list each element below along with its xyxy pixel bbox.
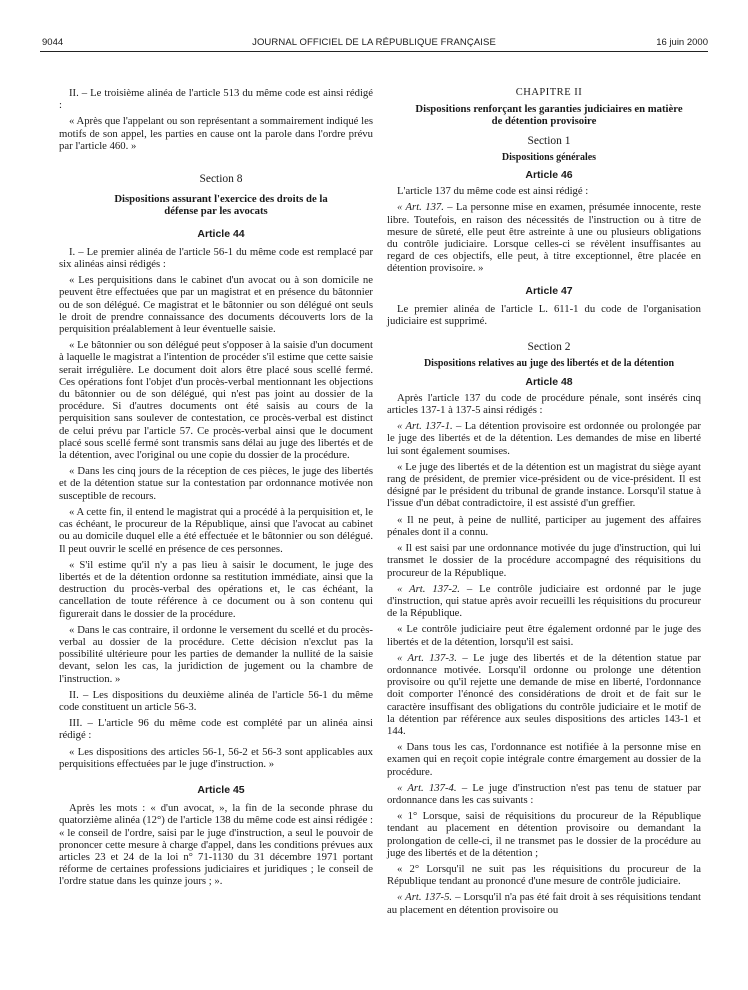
article-ref: « Art. 137.: [397, 201, 444, 214]
paragraph-text: – La personne mise en examen, présumée innocente, reste libre. Toutefois, en raison des nécessités de l'instruction ou à titre de mesure de sûreté, elle peut être astreinte à une ou plusieurs obligations du contrôle judiciaire. Lorsque celles-ci se révèlent insuffisantes au regard de ces objectifs, elle peut, à titre exceptionnel, être placée en détention provisoire. »: [387, 201, 701, 275]
paragraph: [387, 420, 701, 457]
paragraph: II. – Les dispositions du deuxième alinéa de l'article 56-1 du même code constituent un article 56-3.: [59, 688, 373, 713]
paragraph: « S'il estime qu'il n'y a pas lieu à saisir le document, le juge des libertés et de la détention ordonne sa restitution immédiate, ainsi que la destruction du procès-verbal des opérations et, le cas échéant, la cancellation de toute référence à ce document ou à son contenu qui figurerait dans le dossier de la procédure.: [59, 558, 373, 620]
paragraph: « Dans tous les cas, l'ordonnance est notifiée à la personne mise en examen qui en reçoit copie intégrale contre émargement au dossier de la procédure.: [387, 741, 701, 778]
paragraph: [387, 782, 701, 806]
paragraph-text: – La détention provisoire est ordonnée ou prolongée par le juge des libertés et de la détention. Les demandes de mise en liberté lui sont également soumises.: [387, 420, 701, 457]
paragraph-text: – Lorsqu'il n'a pas été fait droit à ses réquisitions tendant au placement en détention provisoire ou: [387, 891, 701, 916]
section-title: Dispositions générales: [501, 151, 597, 163]
paragraph: Le premier alinéa de l'article L. 611-1 du code de l'organisation judiciaire est supprimé.: [387, 302, 701, 328]
chapter-label: CHAPITRE II: [515, 87, 583, 98]
article-heading: Article 48: [525, 375, 573, 388]
journal-title: JOURNAL OFFICIEL DE LA RÉPUBLIQUE FRANÇAISE: [252, 37, 496, 48]
header-rule: [40, 51, 708, 52]
section-title: Dispositions assurant l'exercice des droits de la défense par les avocats: [114, 193, 328, 218]
paragraph: « Il ne peut, à peine de nullité, participer au jugement des affaires pénales dont il a connu.: [387, 513, 701, 538]
paragraph: « 1° Lorsque, saisi de réquisitions du procureur de la République tendant au placement en détention provisoire ou demandant la prolongation de celle-ci, il ne transmet pas le dossier de la procédure au juge des libertés et de la détention ;: [387, 810, 701, 859]
paragraph-text: – Le juge d'instruction n'est pas tenu de statuer par ordonnance dans les cas suivants :: [387, 781, 701, 806]
paragraph-text: – Le juge des libertés et de la détention statue par ordonnance motivée. Lorsqu'il ordonne ou prolonge une détention provisoire ou qu'il rejette une demande de mise en liberté, l'ordonnance doit comporter l'énoncé des considérations de droit et de fait sur le caractère insuffisant des obligations du contrôle judiciaire et le motif de la détention par référence aux seules dispositions des articles 143-1 et 144.: [387, 651, 701, 737]
article-ref: « Art. 137-3.: [397, 651, 457, 664]
paragraph: « Dans le cas contraire, il ordonne le versement du scellé et du procès-verbal au dossier de la procédure. Cette décision n'exclut pas la possibilité ultérieure pour les parties de demander la nullité de la saisie devant, selon les cas, la juridiction de jugement ou la chambre de l'instruction. »: [59, 623, 373, 685]
article-ref: « Art. 137-2.: [397, 582, 460, 595]
article-ref: « Art. 137-1.: [397, 420, 453, 433]
article-ref: « Art. 137-5.: [397, 891, 453, 904]
paragraph: [387, 583, 701, 620]
right-column: [387, 87, 701, 920]
publication-date: 16 juin 2000: [656, 37, 708, 48]
paragraph: [387, 891, 701, 915]
paragraph: « Il est saisi par une ordonnance motivée du juge d'instruction, qui lui transmet le dossier de la procédure accompagné des réquisitions du procureur de la République.: [387, 542, 701, 579]
paragraph: [387, 201, 701, 274]
section-label: Section 1: [527, 134, 571, 147]
paragraph: « A cette fin, il entend le magistrat qui a procédé à la perquisition et, le cas échéant, le procureur de la République, ainsi que l'avocat au cabinet ou au domicile duquel elle a été effectuée et le bâtonnier ou son délégué. Il peut ouvrir le scellé en présence de ces personnes.: [59, 505, 373, 555]
paragraph: « Les dispositions des articles 56-1, 56-2 et 56-3 sont applicables aux perquisitions effectuées par le juge d'instruction. »: [59, 745, 373, 770]
paragraph: III. – L'article 96 du même code est complété par un alinéa ainsi rédigé :: [59, 717, 373, 742]
article-heading: Article 47: [525, 284, 573, 297]
paragraph: Après l'article 137 du code de procédure pénale, sont insérés cinq articles 137-1 à 137-5 ainsi rédigés :: [387, 391, 701, 417]
paragraph: Après les mots : « d'un avocat, », la fin de la seconde phrase du quatorzième alinéa (12°) de l'article 138 du même code est ainsi rédigée : « le conseil de l'ordre, saisi par le juge d'instruction, a seul le pouvoir de prononcer cette mesure à charge d'appel, dans les conditions prévues aux articles 23 et 24 de la loi n° 71-1130 du 31 décembre 1971 portant réforme de certaines professions judiciaires et juridiques ; le conseil de l'ordre statue dans les quinze jours ; ».: [59, 802, 373, 888]
paragraph: « 2° Lorsqu'il ne suit pas les réquisitions du procureur de la République tendant au prononcé d'une mesure de contrôle judiciaire.: [387, 862, 701, 888]
article-heading: Article 45: [197, 783, 245, 796]
paragraph: « Le juge des libertés et de la détention est un magistrat du siège ayant rang de président, de premier vice-président ou de vice-président. Il est désigné par le président du tribunal de grande instance. Lorsqu'il statue à l'issue d'un débat contradictoire, il est assisté d'un greffier.: [387, 460, 701, 510]
paragraph: « Le contrôle judiciaire peut être également ordonné par le juge des libertés et de la détention, lorsqu'il est saisi.: [387, 623, 701, 648]
paragraph: « Dans les cinq jours de la réception de ces pièces, le juge des libertés et de la détention statue sur la contestation par ordonnance motivée non susceptible de recours.: [59, 465, 373, 502]
left-column: [59, 87, 373, 892]
section-title: Dispositions relatives au juge des libertés et de la détention: [423, 358, 675, 370]
paragraph-text: – Le contrôle judiciaire est ordonné par le juge d'instruction, qui statue après avoir recueilli les réquisitions du procureur de la République.: [387, 582, 701, 620]
page-number: 9044: [42, 37, 64, 48]
article-heading: Article 46: [525, 169, 573, 182]
paragraph: I. – Le premier alinéa de l'article 56-1 du même code est remplacé par six alinéas ainsi rédigés :: [59, 245, 373, 271]
page-header: [40, 37, 708, 51]
paragraph: « Le bâtonnier ou son délégué peut s'opposer à la saisie d'un document à laquelle le magistrat a l'intention de procéder s'il estime que cette saisie serait irrégulière. Le document doit alors être placé sous scellé fermé. Ces opérations font l'objet d'un procès-verbal mentionnant les objections du bâtonnier ou de son délégué, qui n'est pas joint au dossier de la procédure. Si d'autres documents ont été saisis au cours de la perquisition sans soulever de contestation, ce procès-verbal est distinct de celui prévu par l'article 57. Ce procès-verbal ainsi que le document placé sous scellé fermé sont transmis sans délai au juge des libertés et de la détention, avec l'original ou une copie du dossier de la procédure.: [59, 339, 373, 462]
section-label: Section 2: [527, 341, 571, 354]
paragraph: [387, 652, 701, 737]
section-label: Section 8: [199, 173, 243, 186]
paragraph: « Après que l'appelant ou son représentant a sommairement indiqué les motifs de son appel, les parties en cause ont la parole dans l'ordre prévu par l'article 460. »: [59, 115, 373, 152]
article-ref: « Art. 137-4.: [397, 781, 457, 794]
article-heading: Article 44: [197, 227, 245, 240]
paragraph: L'article 137 du même code est ainsi rédigé :: [397, 185, 589, 198]
chapter-title: Dispositions renforçant les garanties judiciaires en matière de détention provisoire: [415, 103, 683, 128]
paragraph: II. – Le troisième alinéa de l'article 513 du même code est ainsi rédigé :: [59, 87, 373, 112]
paragraph: « Les perquisitions dans le cabinet d'un avocat ou à son domicile ne peuvent être effectuées que par un magistrat et en présence du bâtonnier ou de son délégué. Ce magistrat et le bâtonnier ou son délégué ont seuls le droit de prendre connaissance des documents découverts lors de la perquisition préalablement à leur éventuelle saisie.: [59, 274, 373, 336]
